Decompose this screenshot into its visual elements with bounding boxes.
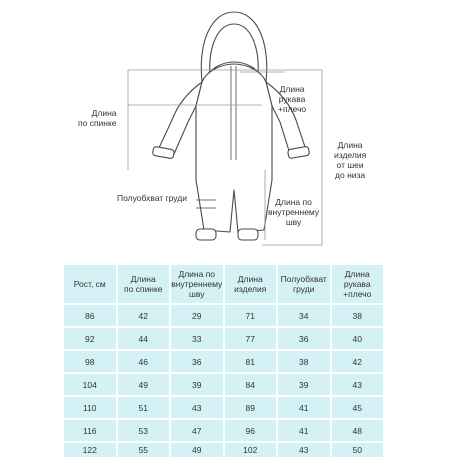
right-leg-cuff xyxy=(238,229,258,240)
cell-length: 81 xyxy=(224,350,278,373)
cell-height: 92 xyxy=(63,327,117,350)
cell-chest: 39 xyxy=(277,373,331,396)
cell-inseam: 33 xyxy=(170,327,224,350)
table-row xyxy=(63,350,384,373)
cell-sleeve: 40 xyxy=(331,327,385,350)
label-chest: Полуобхват груди xyxy=(117,193,187,203)
cell-sleeve: 43 xyxy=(331,373,385,396)
cell-inseam: 47 xyxy=(170,419,224,442)
cell-sleeve: 38 xyxy=(331,304,385,327)
label-inseam: Длина по внутреннему шву xyxy=(268,197,320,227)
cell-height: 122 xyxy=(63,442,117,458)
cell-back: 55 xyxy=(117,442,171,458)
cell-length: 89 xyxy=(224,396,278,419)
table-row xyxy=(63,373,384,396)
cell-back: 44 xyxy=(117,327,171,350)
cell-sleeve: 45 xyxy=(331,396,385,419)
cell-chest: 43 xyxy=(277,442,331,458)
header-back-length: Длина по спинке xyxy=(117,264,171,304)
cell-inseam: 39 xyxy=(170,373,224,396)
table-row xyxy=(63,419,384,442)
label-product-length: Длина изделия от шеи до низа xyxy=(334,140,367,180)
cell-inseam: 29 xyxy=(170,304,224,327)
body xyxy=(196,64,272,232)
table-header-row xyxy=(63,264,384,304)
cell-chest: 38 xyxy=(277,350,331,373)
label-sleeve-length: Длина рукава +плечо xyxy=(278,84,307,114)
left-sleeve xyxy=(158,82,202,154)
left-leg-cuff xyxy=(196,229,216,240)
cell-length: 77 xyxy=(224,327,278,350)
cell-height: 86 xyxy=(63,304,117,327)
cell-height: 98 xyxy=(63,350,117,373)
table-row xyxy=(63,396,384,419)
cell-back: 46 xyxy=(117,350,171,373)
header-inseam: Длина по внутреннему шву xyxy=(170,264,224,304)
table-row xyxy=(63,442,384,458)
cell-back: 49 xyxy=(117,373,171,396)
cell-chest: 36 xyxy=(277,327,331,350)
cell-chest: 34 xyxy=(277,304,331,327)
cell-back: 42 xyxy=(117,304,171,327)
cell-back: 51 xyxy=(117,396,171,419)
cell-length: 84 xyxy=(224,373,278,396)
cell-height: 116 xyxy=(63,419,117,442)
cell-inseam: 49 xyxy=(170,442,224,458)
cell-chest: 41 xyxy=(277,396,331,419)
cell-sleeve: 48 xyxy=(331,419,385,442)
label-back-length: Длина по спинке xyxy=(78,108,117,128)
cell-sleeve: 42 xyxy=(331,350,385,373)
cell-height: 104 xyxy=(63,373,117,396)
header-chest: Полуобхват груди xyxy=(277,264,331,304)
cell-height: 110 xyxy=(63,396,117,419)
cell-chest: 41 xyxy=(277,419,331,442)
table-row xyxy=(63,327,384,350)
size-table xyxy=(62,263,385,459)
header-height: Рост, см xyxy=(63,264,117,304)
header-product-length: Длина изделия xyxy=(224,264,278,304)
cell-back: 53 xyxy=(117,419,171,442)
cell-length: 71 xyxy=(224,304,278,327)
table-row xyxy=(63,304,384,327)
cell-length: 96 xyxy=(224,419,278,442)
cell-inseam: 36 xyxy=(170,350,224,373)
cell-length: 102 xyxy=(224,442,278,458)
cell-sleeve: 50 xyxy=(331,442,385,458)
cell-inseam: 43 xyxy=(170,396,224,419)
header-sleeve-length: Длина рукава +плечо xyxy=(331,264,385,304)
